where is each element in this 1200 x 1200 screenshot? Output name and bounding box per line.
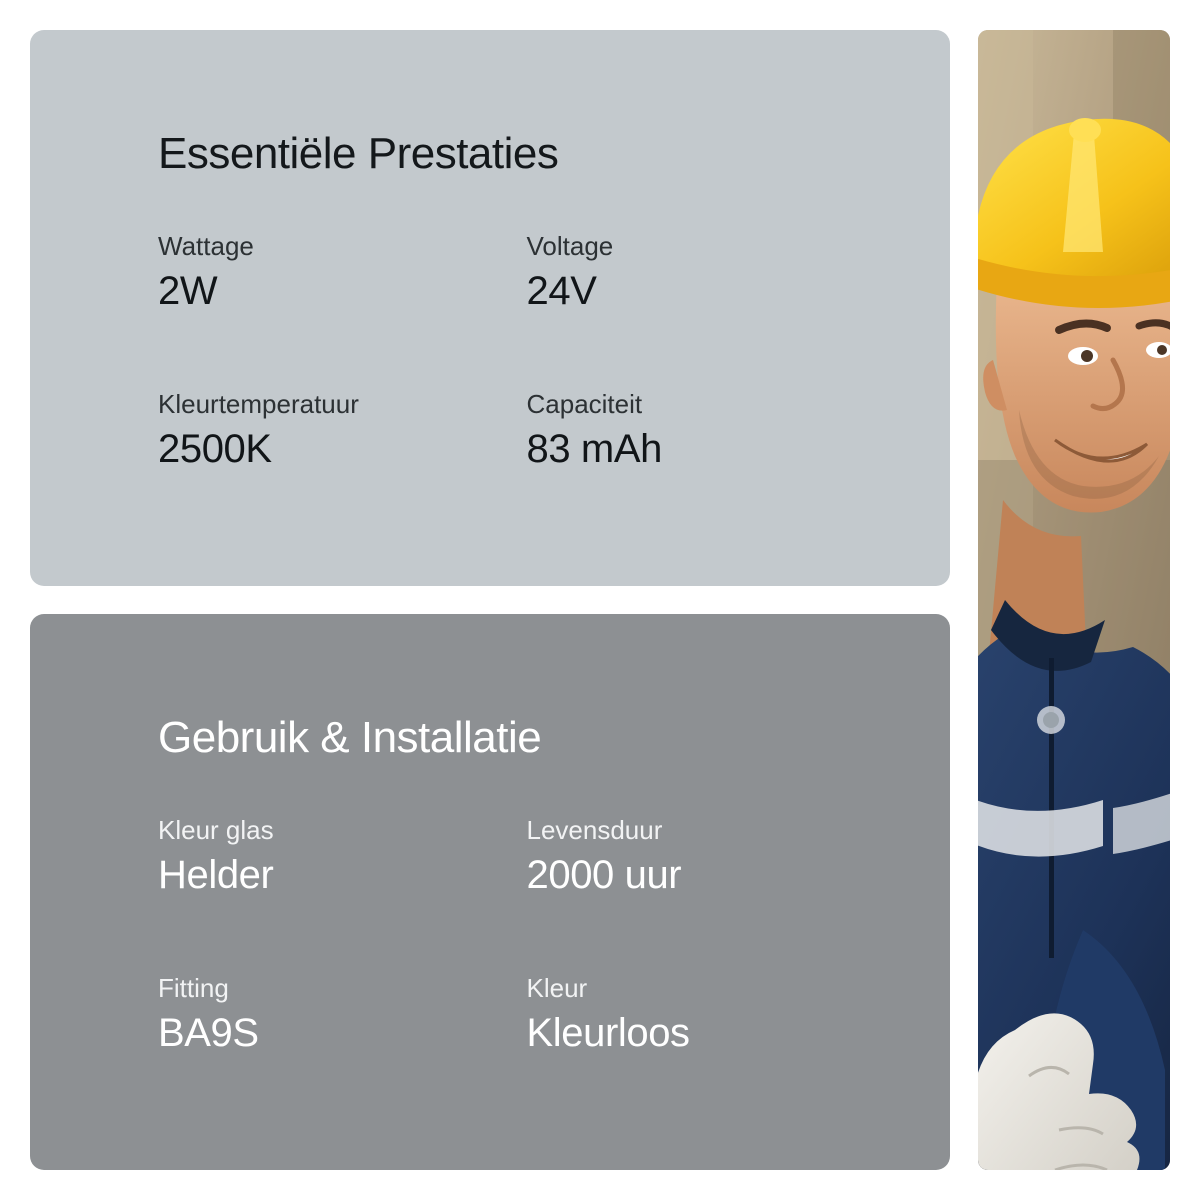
spec-value: 2W — [158, 269, 218, 314]
spec-grid — [158, 814, 885, 1056]
spec-item-capacity — [527, 388, 886, 472]
spec-value: BA9S — [158, 1010, 259, 1055]
spec-label: Levensduur — [526, 815, 663, 846]
spec-label: Kleur glas — [158, 815, 274, 846]
spec-label: Capaciteit — [526, 389, 643, 420]
spec-item-fitting — [158, 972, 517, 1056]
spec-grid — [158, 230, 885, 472]
spec-label: Kleur — [526, 973, 588, 1004]
spec-cards-column — [30, 30, 950, 1170]
spec-value: Helder — [158, 853, 274, 898]
spec-item-voltage — [527, 230, 886, 314]
spec-label: Voltage — [526, 231, 614, 262]
spec-value: Kleurloos — [526, 1010, 690, 1055]
spec-label: Wattage — [158, 231, 254, 262]
spec-value: 2500K — [158, 426, 272, 471]
spec-item-wattage — [158, 230, 517, 314]
spec-card-usage-installation — [30, 614, 950, 1170]
spec-item-color — [527, 972, 886, 1056]
card-title: Gebruik & Installatie — [158, 713, 542, 762]
spec-value: 83 mAh — [526, 426, 662, 471]
spec-label: Fitting — [158, 973, 229, 1004]
spec-card-essential-performance — [30, 30, 950, 586]
spec-item-color-temperature — [158, 388, 517, 472]
spec-item-glass-color — [158, 814, 517, 898]
spec-value: 24V — [526, 269, 597, 314]
spec-item-lifespan — [527, 814, 886, 898]
card-title: Essentiële Prestaties — [158, 129, 559, 178]
worker-photo-illustration — [978, 30, 1170, 1170]
spec-label: Kleurtemperatuur — [158, 389, 359, 420]
worker-photo — [978, 30, 1170, 1170]
spec-value: 2000 uur — [526, 853, 682, 898]
